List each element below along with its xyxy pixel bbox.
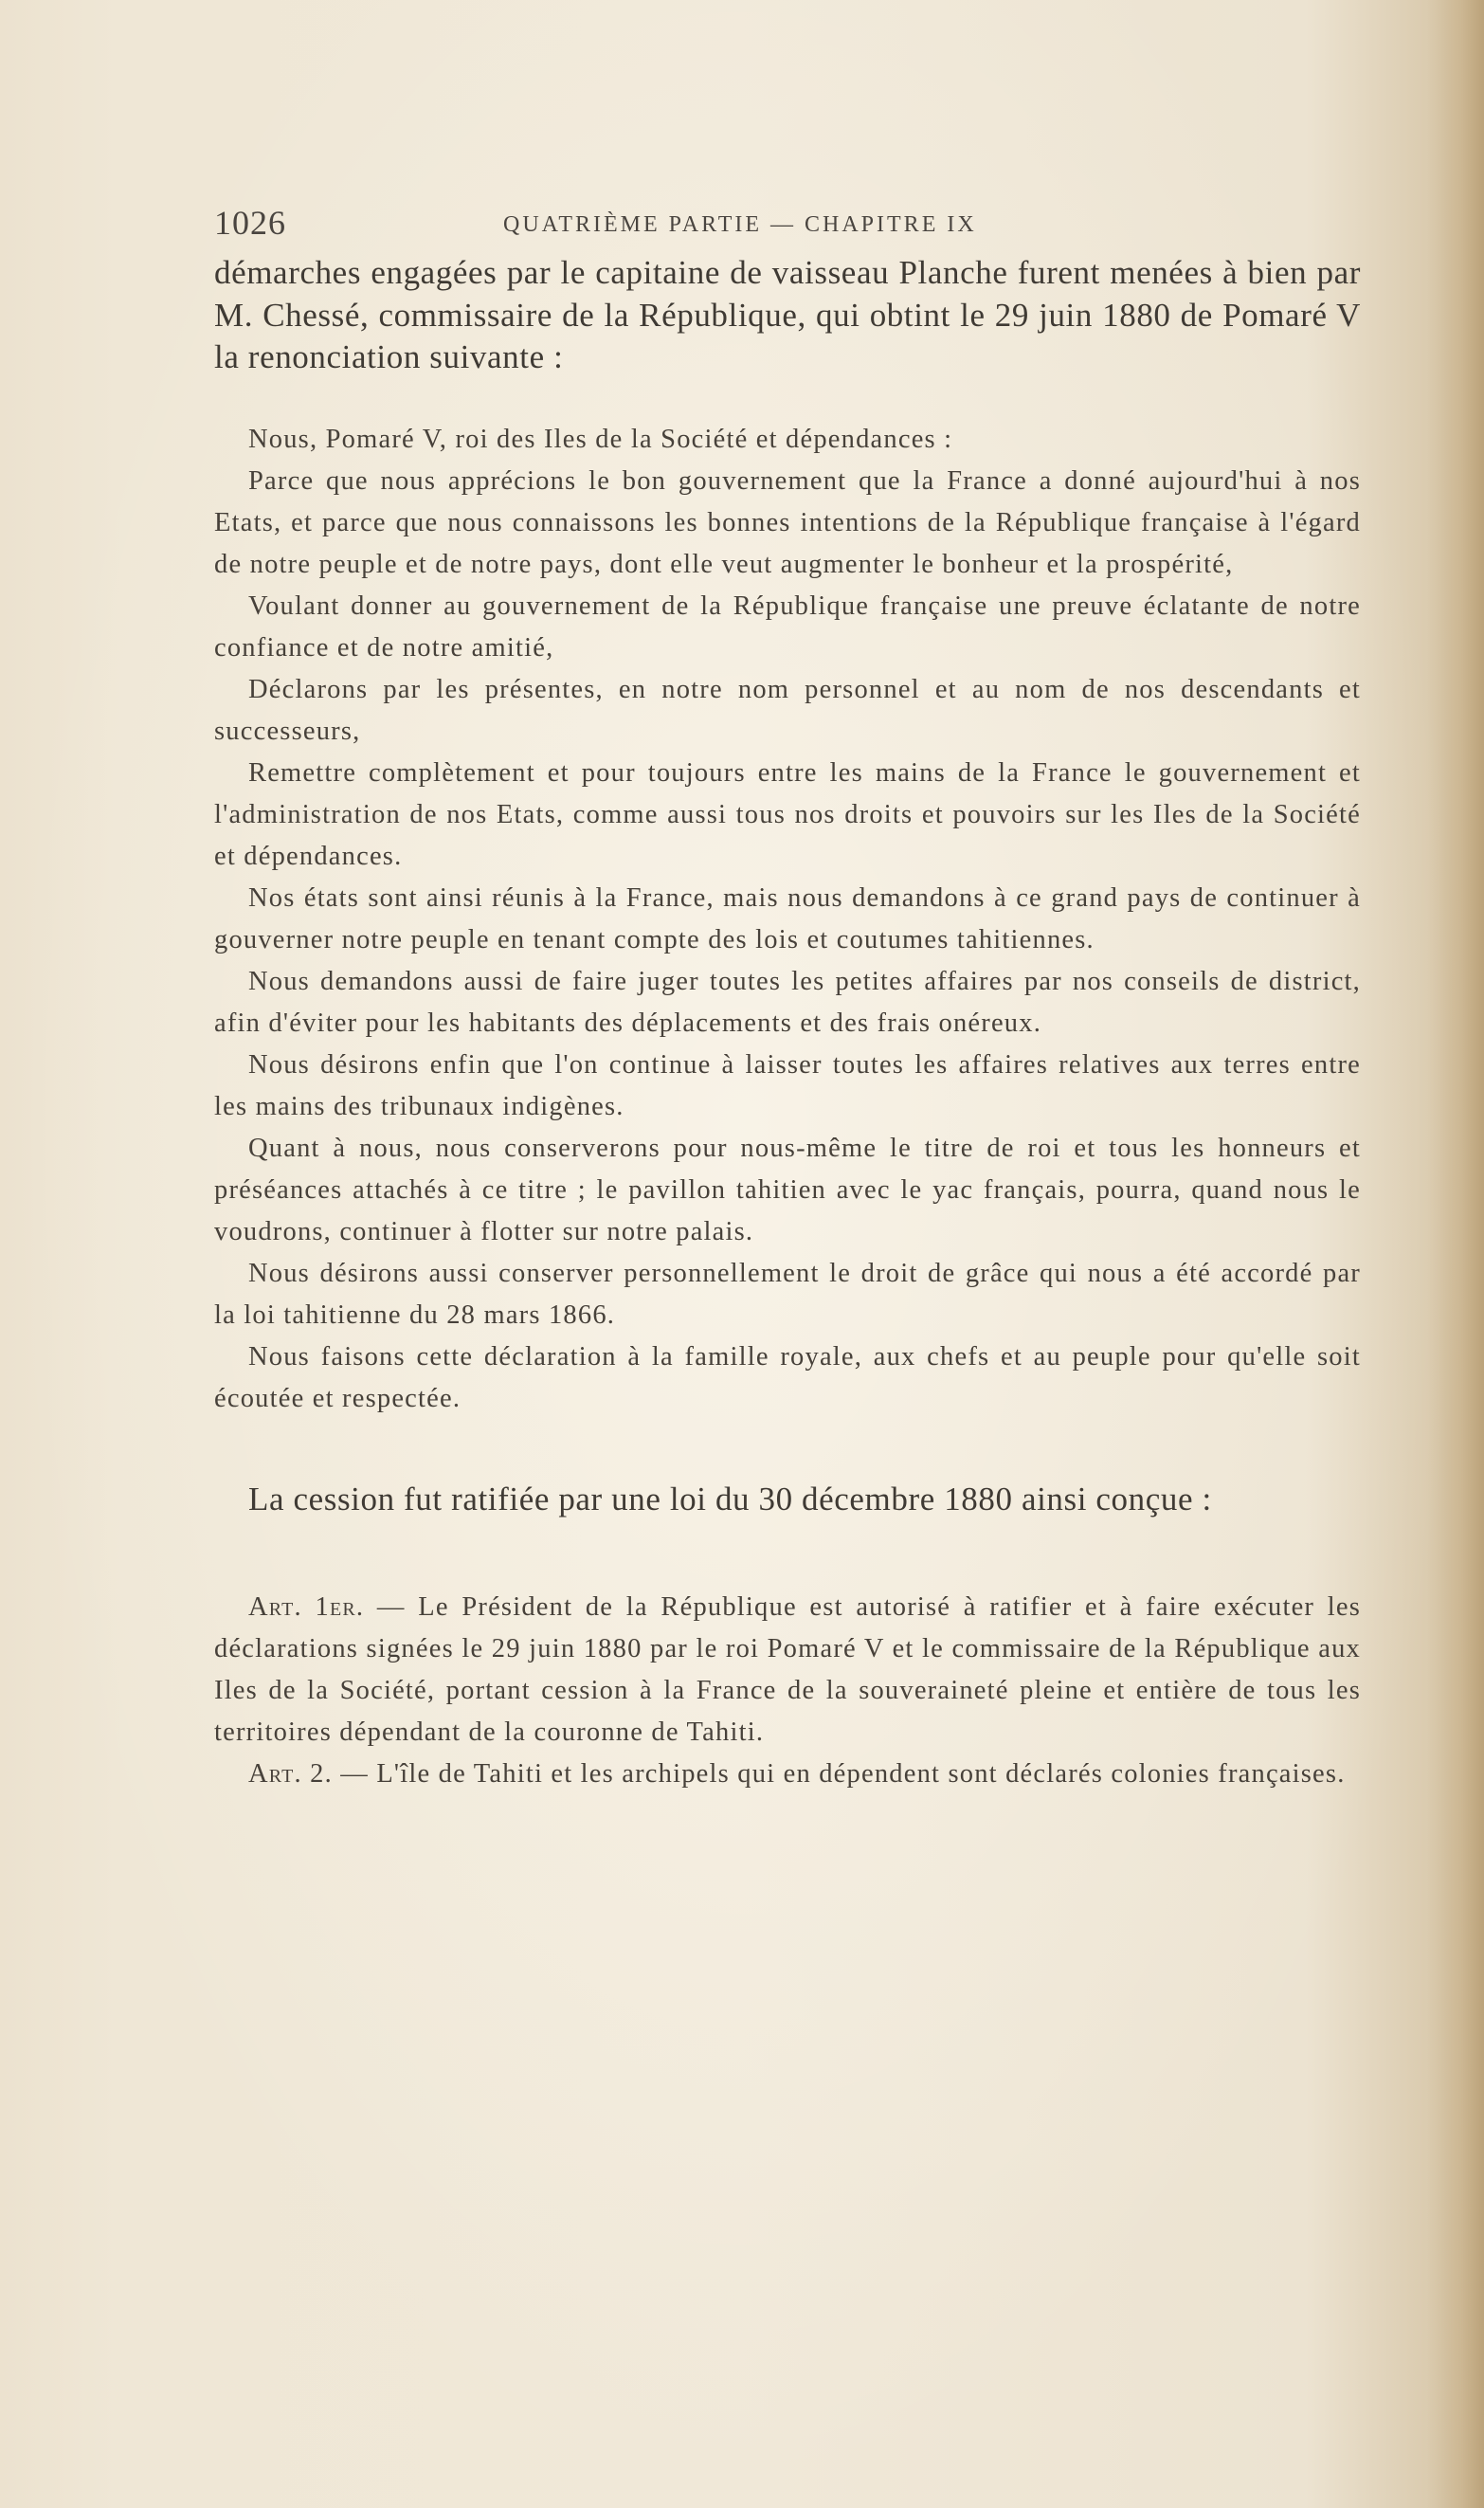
running-title: QUATRIÈME PARTIE — CHAPITRE IX <box>503 212 977 237</box>
declaration-paragraph: Remettre complètement et pour toujours entre les mains de la France le gouvernement et l'administration de nos Etats, comme aussi tous nos droits et pouvoirs sur les Iles de la Société et dépendances. <box>214 757 1361 871</box>
page-number: 1026 <box>214 204 286 242</box>
declaration-paragraph: Parce que nous apprécions le bon gouvernement que la France a donné aujourd'hui à nos Etats, et parce que nous connaissons les bonnes intentions de la République française à l'égard de notre peuple et de notre pays, dont elle veut augmenter le bonheur et la prospérité, <box>214 465 1361 579</box>
declaration-paragraph: Déclarons par les présentes, en notre nom personnel et au nom de nos descendants et successeurs, <box>214 674 1361 746</box>
declaration-paragraph: Nous désirons aussi conserver personnellement le droit de grâce qui nous a été accordé par la loi tahitienne du 28 mars 1866. <box>214 1258 1361 1330</box>
article-text: — Le Président de la République est autorisé à ratifier et à faire exécuter les déclarations signées le 29 juin 1880 par le roi Pomaré V et le commissaire de la République aux Iles de la Société, portant cession à la France de la souveraineté pleine et entière de tous les territoires dépendant de la couronne de Tahiti. <box>214 1592 1362 1747</box>
intro-paragraph: démarches engagées par le capitaine de vaisseau Planche furent menées à bien par M. Chessé, commissaire de la République, qui obtint le 29 juin 1880 de Pomaré V la renonciation suivante : <box>214 254 1361 375</box>
declaration-paragraph: Nous désirons enfin que l'on continue à laisser toutes les affaires relatives aux terres entre les mains des tribunaux indigènes. <box>214 1049 1361 1121</box>
law-article <box>214 1587 1361 1754</box>
declaration-paragraph: Voulant donner au gouvernement de la République française une preuve éclatante de notre confiance et de notre amitié, <box>214 591 1361 663</box>
declaration-paragraph: Quant à nous, nous conserverons pour nous-même le titre de roi et tous les honneurs et préséances attachés à ce titre ; le pavillon tahitien avec le yac français, pourra, quand nous le voudrons, continuer à flotter sur notre palais. <box>214 1133 1361 1246</box>
renunciation-declaration <box>214 419 1361 1420</box>
law-articles <box>214 1587 1361 1795</box>
declaration-paragraph: Nous, Pomaré V, roi des Iles de la Société et dépendances : <box>248 424 953 454</box>
declaration-paragraph: Nous faisons cette déclaration à la famille royale, aux chefs et au peuple pour qu'elle soit écoutée et respectée. <box>214 1341 1361 1413</box>
law-paragraph: La cession fut ratifiée par une loi du 30 décembre 1880 ainsi conçue : <box>248 1480 1212 1518</box>
declaration-paragraph: Nous demandons aussi de faire juger toutes les petites affaires par nos conseils de district, afin d'éviter pour les habitants des déplacements et des frais onéreux. <box>214 966 1361 1038</box>
declaration-paragraph: Nos états sont ainsi réunis à la France, mais nous demandons à ce grand pays de continuer à gouverner notre peuple en tenant compte des lois et coutumes tahitiennes. <box>214 882 1361 954</box>
page-edge-shadow <box>1427 0 1484 2508</box>
running-header <box>214 203 1361 252</box>
article-label: Art. 1er. <box>248 1592 365 1622</box>
page-content <box>214 203 1361 1795</box>
article-label: Art. 2. <box>248 1759 333 1789</box>
law-article <box>214 1754 1361 1795</box>
article-text: — L'île de Tahiti et les archipels qui en dépendent sont déclarés colonies françaises. <box>332 1759 1346 1789</box>
